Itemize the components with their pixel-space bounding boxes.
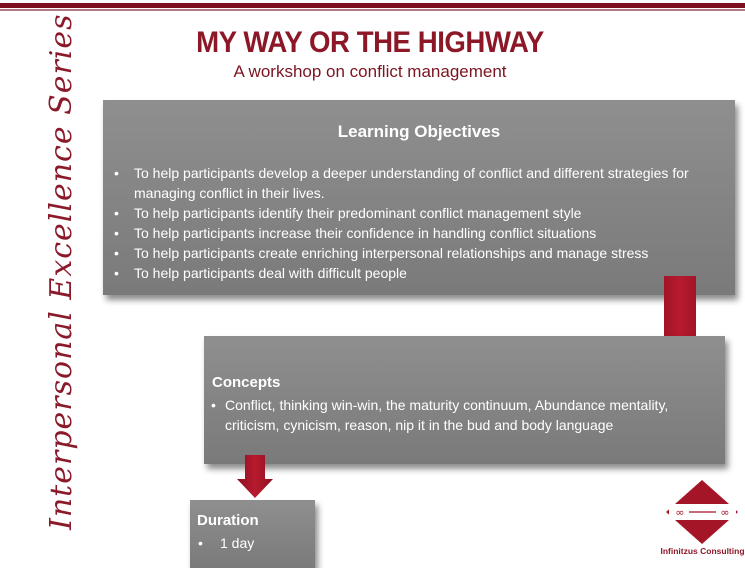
learning-objectives-heading: Learning Objectives (337, 122, 501, 141)
objective-item: • To help participants create enriching interpersonal relationships and manage stress (111, 243, 729, 263)
company-name: Infinitzus Consulting (660, 546, 745, 556)
duration-item: • 1 day (196, 533, 311, 553)
top-border-light-line (0, 9, 745, 11)
page-subtitle: A workshop on conflict management (233, 62, 507, 81)
top-border-dark-line (0, 3, 745, 8)
objective-item: • To help participants develop a deeper understanding of conflict and different strategies for managing conflict in their lives. (111, 163, 729, 203)
concepts-box (204, 336, 725, 464)
svg-text:∞: ∞ (720, 506, 730, 519)
duration-list (196, 533, 311, 553)
svg-text:∞: ∞ (675, 506, 685, 519)
duration-box (190, 500, 315, 568)
concepts-heading: Concepts (212, 374, 281, 391)
concepts-list (210, 395, 722, 435)
top-border (0, 0, 745, 14)
learning-objectives-box (103, 100, 735, 295)
infinity-diamond-icon (660, 478, 745, 546)
arrow-down-icon (236, 455, 274, 499)
objective-item: • To help participants increase their confidence in handling conflict situations (111, 223, 729, 243)
page-title: MY WAY OR THE HIGHWAY (196, 26, 544, 59)
objective-item: • To help participants deal with difficult people (111, 263, 729, 283)
learning-objectives-list (111, 163, 729, 283)
company-logo (660, 478, 745, 560)
duration-heading: Duration (197, 512, 259, 529)
concept-item: • Conflict, thinking win-win, the maturity continuum, Abundance mentality, criticism, cynicism, reason, nip it in the bud and body language (210, 395, 722, 435)
series-side-label: Interpersonal Excellence Series (44, 13, 79, 530)
objective-item: • To help participants identify their predominant conflict management style (111, 203, 729, 223)
